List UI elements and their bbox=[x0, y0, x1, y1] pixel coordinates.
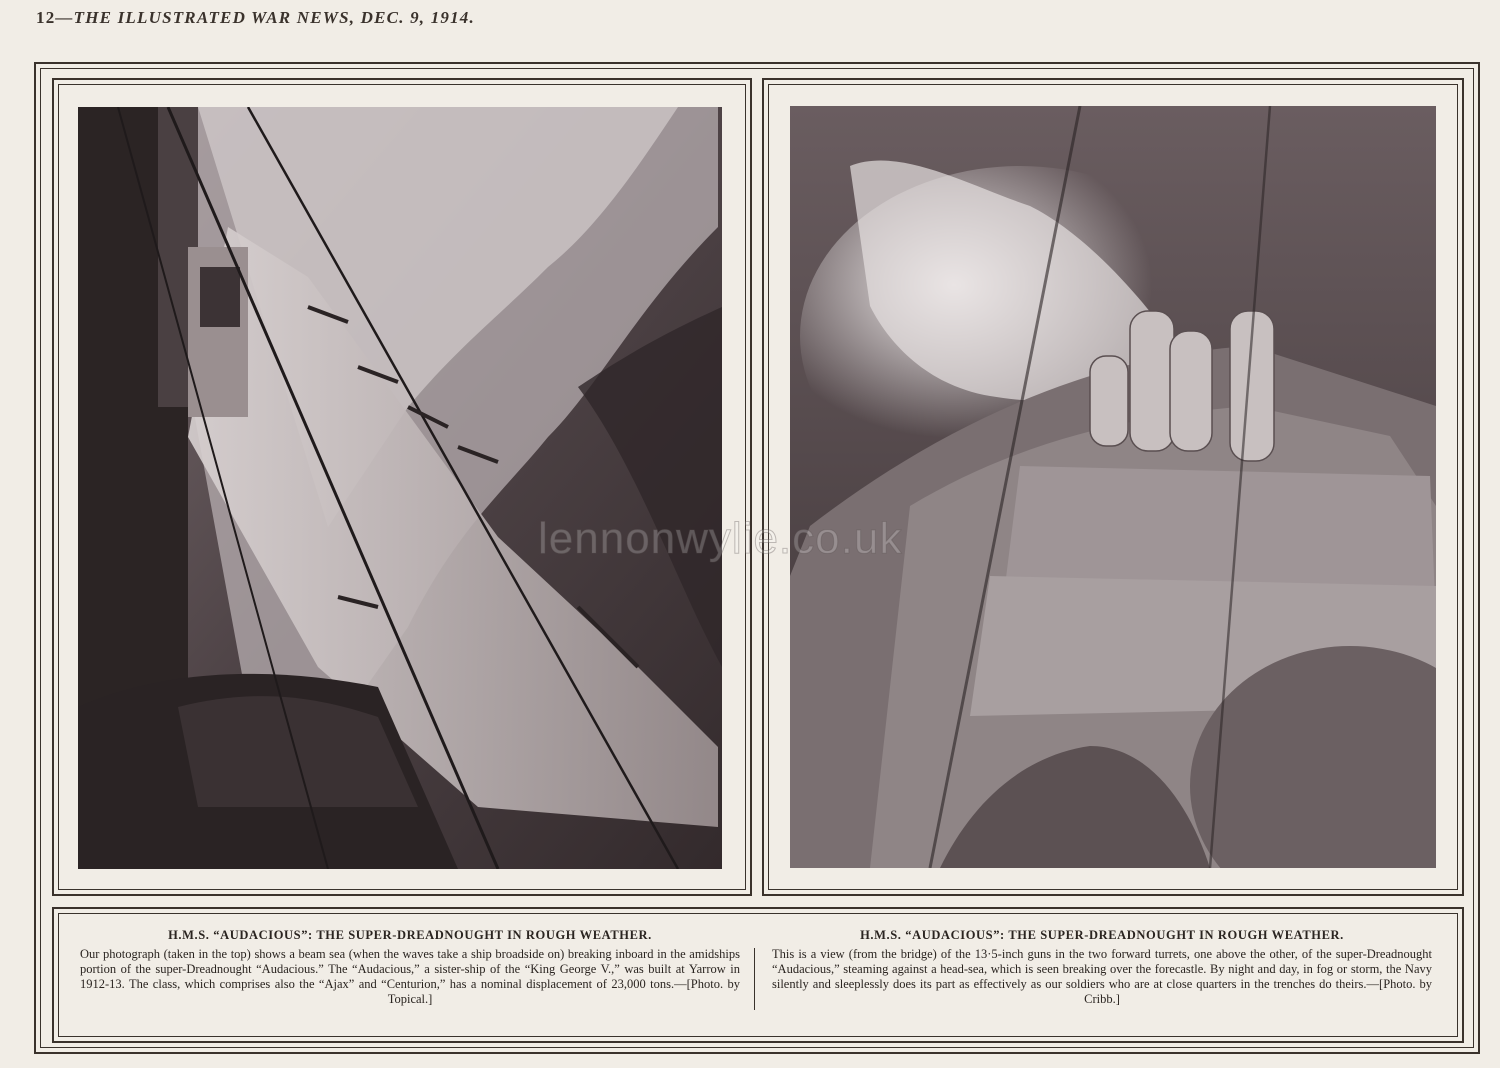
photo-beam-sea bbox=[78, 107, 722, 869]
page-number: 12 bbox=[36, 8, 56, 27]
caption-right-title: H.M.S. “AUDACIOUS”: THE SUPER-DREADNOUGHT IN ROUGH WEATHER. bbox=[860, 928, 1344, 942]
caption-left-title: H.M.S. “AUDACIOUS”: THE SUPER-DREADNOUGHT IN ROUGH WEATHER. bbox=[168, 928, 652, 942]
photo-forward-turrets bbox=[790, 106, 1436, 868]
caption-left bbox=[80, 928, 740, 1007]
running-head bbox=[36, 8, 475, 28]
caption-divider bbox=[754, 948, 755, 1010]
watermark: lennonwylie.co.uk bbox=[538, 514, 903, 563]
caption-left-body: Our photograph (taken in the top) shows a beam sea (when the waves take a ship broadside on) breaking inboard in the amidships portion of the super-Dreadnought “Audacious.” The “Audacious,” a sister-ship of the “King George V.,” was built at Yarrow in 1912-13. The class, which comprises also the “Ajax” and “Centurion,” has a nominal displacement of 23,000 tons.—[Photo. by Topical.] bbox=[80, 947, 740, 1006]
caption-right-body: This is a view (from the bridge) of the 13·5-inch guns in the two forward turrets, one above the other, of the super-Dreadnought “Audacious,” steaming against a head-sea, which is seen breaking over the forecastle. By night and day, in fog or storm, the Navy silently and sleeplessly does its part as effectively as our soldiers who are at close quarters in the trenches do theirs.—[Photo. by Cribb.] bbox=[772, 947, 1432, 1006]
running-title: —THE ILLUSTRATED WAR NEWS, DEC. 9, 1914. bbox=[55, 8, 475, 27]
caption-right bbox=[772, 928, 1432, 1007]
